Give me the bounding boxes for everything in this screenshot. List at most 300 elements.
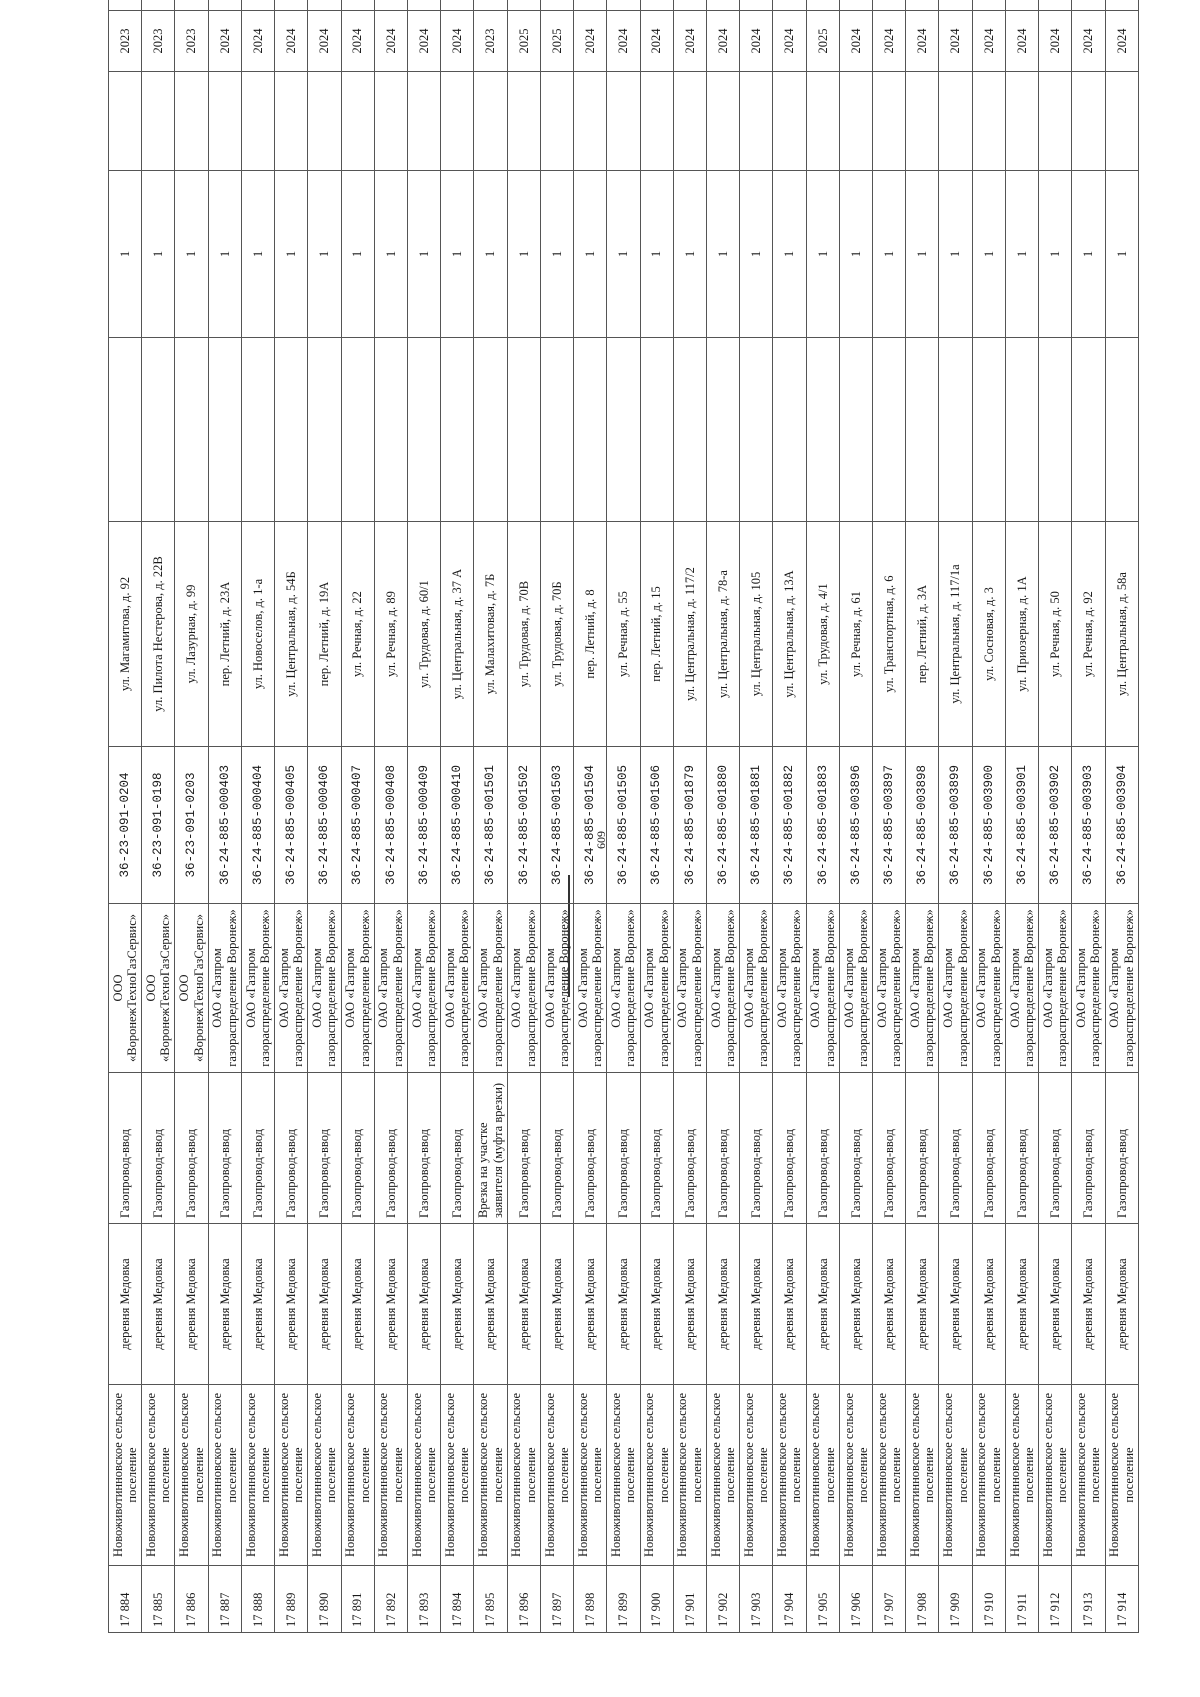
- owner-cell: ОАО «Газпром газораспределение Воронеж»: [740, 904, 773, 1073]
- locality-cell: деревня Медовка: [574, 1224, 607, 1385]
- quantity-cell: 1: [673, 171, 706, 338]
- address-cell: ул. Центральная, д. 117/2: [673, 522, 706, 747]
- object-type-cell: Газопровод-ввод: [806, 1073, 839, 1224]
- row-number: 17 896: [507, 1566, 540, 1633]
- year-cell: 2024: [1039, 11, 1072, 72]
- owner-cell: ОАО «Газпром газораспределение Воронеж»: [673, 904, 706, 1073]
- month-cell: [374, 0, 407, 11]
- object-type-cell: Газопровод-ввод: [308, 1073, 341, 1224]
- locality-cell: деревня Медовка: [341, 1224, 374, 1385]
- address-cell: ул. Сосновая, д. 3: [972, 522, 1005, 747]
- address-cell: ул. Пилота Нестерова, д. 22В: [142, 522, 175, 747]
- empty-cell: [706, 338, 739, 522]
- object-code-cell: 36-24-885-001503: [540, 747, 573, 904]
- owner-cell: ОАО «Газпром газораспределение Воронеж»: [873, 904, 906, 1073]
- row-number: 17 901: [673, 1566, 706, 1633]
- municipality-cell: Новоживотинновское сельское поселение: [640, 1385, 673, 1566]
- empty-cell: [640, 338, 673, 522]
- month-cell: [773, 0, 806, 11]
- year-cell: 2025: [507, 11, 540, 72]
- table-row: [939, 0, 972, 1633]
- address-cell: ул. Центральная, д. 105: [740, 522, 773, 747]
- object-type-cell: Газопровод-ввод: [640, 1073, 673, 1224]
- empty-cell-2: [441, 72, 474, 171]
- object-type-cell: Газопровод-ввод: [1072, 1073, 1105, 1224]
- month-cell: [607, 0, 640, 11]
- empty-cell: [142, 338, 175, 522]
- municipality-cell: Новоживотинновское сельское поселение: [175, 1385, 208, 1566]
- year-cell: 2024: [839, 11, 872, 72]
- row-number: 17 900: [640, 1566, 673, 1633]
- object-code-cell: 36-24-885-000404: [241, 747, 274, 904]
- table-row: [1072, 0, 1105, 1633]
- empty-cell: [175, 338, 208, 522]
- municipality-cell: Новоживотинновское сельское поселение: [574, 1385, 607, 1566]
- empty-cell-2: [1072, 72, 1105, 171]
- locality-cell: деревня Медовка: [839, 1224, 872, 1385]
- empty-cell-2: [607, 72, 640, 171]
- object-type-cell: Газопровод-ввод: [1105, 1073, 1138, 1224]
- empty-cell: [839, 338, 872, 522]
- month-cell: [972, 0, 1005, 11]
- empty-cell-2: [208, 72, 241, 171]
- object-type-cell: Газопровод-ввод: [175, 1073, 208, 1224]
- table-row: [773, 0, 806, 1633]
- quantity-cell: 1: [507, 171, 540, 338]
- quantity-cell: 1: [1039, 171, 1072, 338]
- object-type-cell: Газопровод-ввод: [540, 1073, 573, 1224]
- object-code-cell: 36-23-091-0198: [142, 747, 175, 904]
- empty-cell: [740, 338, 773, 522]
- locality-cell: деревня Медовка: [441, 1224, 474, 1385]
- object-type-cell: Газопровод-ввод: [740, 1073, 773, 1224]
- table-row: [507, 0, 540, 1633]
- locality-cell: деревня Медовка: [1039, 1224, 1072, 1385]
- year-cell: 2024: [640, 11, 673, 72]
- object-code-cell: 36-24-885-003899: [939, 747, 972, 904]
- table-row: [906, 0, 939, 1633]
- empty-cell-2: [773, 72, 806, 171]
- quantity-cell: 1: [906, 171, 939, 338]
- year-cell: 2024: [308, 11, 341, 72]
- rotated-sheet: [108, 28, 1139, 1633]
- owner-cell: ОАО «Газпром газораспределение Воронеж»: [972, 904, 1005, 1073]
- table-row: [1105, 0, 1138, 1633]
- address-cell: ул. Трудовая, д. 60/1: [407, 522, 440, 747]
- municipality-cell: Новоживотинновское сельское поселение: [341, 1385, 374, 1566]
- table-row: [175, 0, 208, 1633]
- year-cell: 2024: [574, 11, 607, 72]
- row-number: 17 910: [972, 1566, 1005, 1633]
- locality-cell: деревня Медовка: [175, 1224, 208, 1385]
- empty-cell: [241, 338, 274, 522]
- empty-cell-2: [109, 72, 142, 171]
- owner-cell: ОАО «Газпром газораспределение Воронеж»: [208, 904, 241, 1073]
- table-row: [806, 0, 839, 1633]
- row-number: 17 907: [873, 1566, 906, 1633]
- owner-cell: ОАО «Газпром газораспределение Воронеж»: [241, 904, 274, 1073]
- table-row: [1005, 0, 1038, 1633]
- quantity-cell: 1: [275, 171, 308, 338]
- object-code-cell: 36-24-885-001506: [640, 747, 673, 904]
- owner-cell: ОАО «Газпром газораспределение Воронеж»: [540, 904, 573, 1073]
- month-cell: [407, 0, 440, 11]
- address-cell: пер. Летний, д. 15: [640, 522, 673, 747]
- quantity-cell: 1: [109, 171, 142, 338]
- table-row: [839, 0, 872, 1633]
- address-cell: ул. Новоселов, д. 1-а: [241, 522, 274, 747]
- municipality-cell: Новоживотинновское сельское поселение: [142, 1385, 175, 1566]
- year-cell: 2024: [341, 11, 374, 72]
- quantity-cell: 1: [208, 171, 241, 338]
- object-code-cell: 36-24-885-003901: [1005, 747, 1038, 904]
- empty-cell-2: [574, 72, 607, 171]
- municipality-cell: Новоживотинновское сельское поселение: [839, 1385, 872, 1566]
- row-number: 17 908: [906, 1566, 939, 1633]
- address-cell: ул. Трудовая, д. 70В: [507, 522, 540, 747]
- register-table: [108, 0, 1139, 1633]
- year-cell: 2025: [806, 11, 839, 72]
- locality-cell: деревня Медовка: [873, 1224, 906, 1385]
- municipality-cell: Новоживотинновское сельское поселение: [540, 1385, 573, 1566]
- locality-cell: деревня Медовка: [275, 1224, 308, 1385]
- object-type-cell: Газопровод-ввод: [241, 1073, 274, 1224]
- owner-cell: ОАО «Газпром газораспределение Воронеж»: [706, 904, 739, 1073]
- year-cell: 2023: [109, 11, 142, 72]
- object-type-cell: Газопровод-ввод: [574, 1073, 607, 1224]
- object-type-cell: Газопровод-ввод: [873, 1073, 906, 1224]
- address-cell: ул. Центральная, д. 117/1а: [939, 522, 972, 747]
- object-code-cell: 36-24-885-003897: [873, 747, 906, 904]
- locality-cell: деревня Медовка: [706, 1224, 739, 1385]
- object-type-cell: Газопровод-ввод: [275, 1073, 308, 1224]
- row-number: 17 890: [308, 1566, 341, 1633]
- object-code-cell: 36-24-885-003902: [1039, 747, 1072, 904]
- object-type-cell: Газопровод-ввод: [906, 1073, 939, 1224]
- object-code-cell: 36-24-885-000406: [308, 747, 341, 904]
- table-row: [972, 0, 1005, 1633]
- owner-cell: ОАО «Газпром газораспределение Воронеж»: [939, 904, 972, 1073]
- municipality-cell: Новоживотинновское сельское поселение: [308, 1385, 341, 1566]
- owner-cell: ОАО «Газпром газораспределение Воронеж»: [474, 904, 507, 1073]
- month-cell: [1105, 0, 1138, 11]
- quantity-cell: 1: [607, 171, 640, 338]
- locality-cell: деревня Медовка: [374, 1224, 407, 1385]
- table-row: [142, 0, 175, 1633]
- quantity-cell: 1: [1105, 171, 1138, 338]
- table-row: [1039, 0, 1072, 1633]
- owner-cell: ОАО «Газпром газораспределение Воронеж»: [574, 904, 607, 1073]
- month-cell: [275, 0, 308, 11]
- empty-cell-2: [407, 72, 440, 171]
- month-cell: [241, 0, 274, 11]
- empty-cell: [673, 338, 706, 522]
- locality-cell: деревня Медовка: [308, 1224, 341, 1385]
- empty-cell: [341, 338, 374, 522]
- municipality-cell: Новоживотинновское сельское поселение: [241, 1385, 274, 1566]
- quantity-cell: 1: [407, 171, 440, 338]
- empty-cell: [1105, 338, 1138, 522]
- empty-cell: [308, 338, 341, 522]
- quantity-cell: 1: [640, 171, 673, 338]
- month-cell: [308, 0, 341, 11]
- empty-cell: [806, 338, 839, 522]
- locality-cell: деревня Медовка: [208, 1224, 241, 1385]
- table-row: [308, 0, 341, 1633]
- table-row: [441, 0, 474, 1633]
- municipality-cell: Новоживотинновское сельское поселение: [706, 1385, 739, 1566]
- quantity-cell: 1: [241, 171, 274, 338]
- quantity-cell: 1: [374, 171, 407, 338]
- table-row: [208, 0, 241, 1633]
- table-row: [673, 0, 706, 1633]
- row-number: 17 884: [109, 1566, 142, 1633]
- object-type-cell: Газопровод-ввод: [374, 1073, 407, 1224]
- row-number: 17 905: [806, 1566, 839, 1633]
- year-cell: 2024: [441, 11, 474, 72]
- locality-cell: деревня Медовка: [407, 1224, 440, 1385]
- address-cell: ул. Малахитовая, д. 7Б: [474, 522, 507, 747]
- address-cell: ул. Транспортная, д. 6: [873, 522, 906, 747]
- month-cell: [806, 0, 839, 11]
- row-number: 17 898: [574, 1566, 607, 1633]
- object-type-cell: Газопровод-ввод: [607, 1073, 640, 1224]
- row-number: 17 887: [208, 1566, 241, 1633]
- empty-cell-2: [275, 72, 308, 171]
- municipality-cell: Новоживотинновское сельское поселение: [441, 1385, 474, 1566]
- quantity-cell: 1: [1072, 171, 1105, 338]
- locality-cell: деревня Медовка: [773, 1224, 806, 1385]
- municipality-cell: Новоживотинновское сельское поселение: [275, 1385, 308, 1566]
- object-code-cell: 36-24-885-001882: [773, 747, 806, 904]
- empty-cell-2: [939, 72, 972, 171]
- empty-cell-2: [1005, 72, 1038, 171]
- object-type-cell: Газопровод-ввод: [441, 1073, 474, 1224]
- object-type-cell: Газопровод-ввод: [773, 1073, 806, 1224]
- table-row: [873, 0, 906, 1633]
- empty-cell: [474, 338, 507, 522]
- owner-cell: ОАО «Газпром газораспределение Воронеж»: [906, 904, 939, 1073]
- empty-cell: [873, 338, 906, 522]
- locality-cell: деревня Медовка: [1105, 1224, 1138, 1385]
- empty-cell-2: [540, 72, 573, 171]
- locality-cell: деревня Медовка: [607, 1224, 640, 1385]
- table-row: [474, 0, 507, 1633]
- year-cell: 2023: [175, 11, 208, 72]
- object-type-cell: Газопровод-ввод: [142, 1073, 175, 1224]
- address-cell: ул. Приозерная, д. 1А: [1005, 522, 1038, 747]
- row-number: 17 891: [341, 1566, 374, 1633]
- empty-cell-2: [706, 72, 739, 171]
- object-code-cell: 36-24-885-001881: [740, 747, 773, 904]
- empty-cell: [407, 338, 440, 522]
- object-code-cell: 36-24-885-001504: [574, 747, 607, 904]
- object-type-cell: Газопровод-ввод: [109, 1073, 142, 1224]
- municipality-cell: Новоживотинновское сельское поселение: [740, 1385, 773, 1566]
- row-number: 17 892: [374, 1566, 407, 1633]
- municipality-cell: Новоживотинновское сельское поселение: [806, 1385, 839, 1566]
- object-code-cell: 36-24-885-001501: [474, 747, 507, 904]
- quantity-cell: 1: [175, 171, 208, 338]
- row-number: 17 911: [1005, 1566, 1038, 1633]
- empty-cell: [574, 338, 607, 522]
- object-code-cell: 36-24-885-000407: [341, 747, 374, 904]
- year-cell: 2024: [906, 11, 939, 72]
- quantity-cell: 1: [540, 171, 573, 338]
- locality-cell: деревня Медовка: [673, 1224, 706, 1385]
- quantity-cell: 1: [806, 171, 839, 338]
- empty-cell: [1039, 338, 1072, 522]
- municipality-cell: Новоживотинновское сельское поселение: [873, 1385, 906, 1566]
- quantity-cell: 1: [142, 171, 175, 338]
- month-cell: [474, 0, 507, 11]
- object-code-cell: 36-24-885-000409: [407, 747, 440, 904]
- empty-cell-2: [906, 72, 939, 171]
- empty-cell: [607, 338, 640, 522]
- object-type-cell: Газопровод-ввод: [673, 1073, 706, 1224]
- empty-cell-2: [740, 72, 773, 171]
- object-code-cell: 36-24-885-001879: [673, 747, 706, 904]
- object-code-cell: 36-24-885-000408: [374, 747, 407, 904]
- empty-cell: [1072, 338, 1105, 522]
- locality-cell: деревня Медовка: [1072, 1224, 1105, 1385]
- page-number: 609: [594, 831, 608, 849]
- locality-cell: деревня Медовка: [640, 1224, 673, 1385]
- quantity-cell: 1: [706, 171, 739, 338]
- object-type-cell: Газопровод-ввод: [1039, 1073, 1072, 1224]
- owner-cell: ОАО «Газпром газораспределение Воронеж»: [839, 904, 872, 1073]
- table-row: [341, 0, 374, 1633]
- month-cell: [740, 0, 773, 11]
- row-number: 17 897: [540, 1566, 573, 1633]
- empty-cell-2: [673, 72, 706, 171]
- municipality-cell: Новоживотинновское сельское поселение: [374, 1385, 407, 1566]
- owner-cell: ООО «ВоронежТехноГазСервис»: [142, 904, 175, 1073]
- quantity-cell: 1: [873, 171, 906, 338]
- year-cell: 2024: [208, 11, 241, 72]
- row-number: 17 895: [474, 1566, 507, 1633]
- month-cell: [142, 0, 175, 11]
- owner-cell: ОАО «Газпром газораспределение Воронеж»: [1005, 904, 1038, 1073]
- year-cell: 2024: [1072, 11, 1105, 72]
- object-type-cell: Газопровод-ввод: [341, 1073, 374, 1224]
- row-number: 17 902: [706, 1566, 739, 1633]
- empty-cell: [773, 338, 806, 522]
- locality-cell: деревня Медовка: [540, 1224, 573, 1385]
- month-cell: [706, 0, 739, 11]
- address-cell: ул. Трудовая, д. 4/1: [806, 522, 839, 747]
- municipality-cell: Новоживотинновское сельское поселение: [773, 1385, 806, 1566]
- address-cell: ул. Центральная, д. 58а: [1105, 522, 1138, 747]
- object-type-cell: Газопровод-ввод: [939, 1073, 972, 1224]
- empty-cell-2: [374, 72, 407, 171]
- empty-cell-2: [507, 72, 540, 171]
- year-cell: 2024: [972, 11, 1005, 72]
- owner-cell: ОАО «Газпром газораспределение Воронеж»: [607, 904, 640, 1073]
- quantity-cell: 1: [574, 171, 607, 338]
- row-number: 17 893: [407, 1566, 440, 1633]
- object-code-cell: 36-24-885-001502: [507, 747, 540, 904]
- month-cell: [1039, 0, 1072, 11]
- municipality-cell: Новоживотинновское сельское поселение: [109, 1385, 142, 1566]
- table-row: [706, 0, 739, 1633]
- municipality-cell: Новоживотинновское сельское поселение: [906, 1385, 939, 1566]
- month-cell: [574, 0, 607, 11]
- table-row: [540, 0, 573, 1633]
- municipality-cell: Новоживотинновское сельское поселение: [939, 1385, 972, 1566]
- month-cell: [939, 0, 972, 11]
- owner-cell: ОАО «Газпром газораспределение Воронеж»: [407, 904, 440, 1073]
- object-type-cell: Газопровод-ввод: [1005, 1073, 1038, 1224]
- owner-cell: ОАО «Газпром газораспределение Воронеж»: [773, 904, 806, 1073]
- owner-cell: ОАО «Газпром газораспределение Воронеж»: [507, 904, 540, 1073]
- municipality-cell: Новоживотинновское сельское поселение: [474, 1385, 507, 1566]
- table-row: [607, 0, 640, 1633]
- table-row: [407, 0, 440, 1633]
- month-cell: [540, 0, 573, 11]
- month-cell: [1072, 0, 1105, 11]
- quantity-cell: 1: [441, 171, 474, 338]
- quantity-cell: 1: [939, 171, 972, 338]
- object-type-cell: Газопровод-ввод: [706, 1073, 739, 1224]
- object-code-cell: 36-23-091-0204: [109, 747, 142, 904]
- row-number: 17 903: [740, 1566, 773, 1633]
- empty-cell-2: [1039, 72, 1072, 171]
- year-cell: 2025: [540, 11, 573, 72]
- owner-cell: ОАО «Газпром газораспределение Воронеж»: [441, 904, 474, 1073]
- empty-cell: [109, 338, 142, 522]
- empty-cell: [374, 338, 407, 522]
- object-code-cell: 36-24-885-001505: [607, 747, 640, 904]
- locality-cell: деревня Медовка: [972, 1224, 1005, 1385]
- row-number: 17 889: [275, 1566, 308, 1633]
- municipality-cell: Новоживотинновское сельское поселение: [507, 1385, 540, 1566]
- row-number: 17 912: [1039, 1566, 1072, 1633]
- table-row: [109, 0, 142, 1633]
- address-cell: ул. Трудовая, д. 70Б: [540, 522, 573, 747]
- year-cell: 2024: [1105, 11, 1138, 72]
- empty-cell-2: [1105, 72, 1138, 171]
- owner-cell: ОАО «Газпром газораспределение Воронеж»: [640, 904, 673, 1073]
- object-code-cell: 36-24-885-001880: [706, 747, 739, 904]
- object-type-cell: Газопровод-ввод: [208, 1073, 241, 1224]
- month-cell: [341, 0, 374, 11]
- municipality-cell: Новоживотинновское сельское поселение: [208, 1385, 241, 1566]
- municipality-cell: Новоживотинновское сельское поселение: [673, 1385, 706, 1566]
- municipality-cell: Новоживотинновское сельское поселение: [607, 1385, 640, 1566]
- object-type-cell: Газопровод-ввод: [972, 1073, 1005, 1224]
- row-number: 17 904: [773, 1566, 806, 1633]
- object-code-cell: 36-24-885-000410: [441, 747, 474, 904]
- row-number: 17 885: [142, 1566, 175, 1633]
- empty-cell-2: [972, 72, 1005, 171]
- month-cell: [1005, 0, 1038, 11]
- owner-cell: ОАО «Газпром газораспределение Воронеж»: [1105, 904, 1138, 1073]
- table-row: [241, 0, 274, 1633]
- table-row: [374, 0, 407, 1633]
- address-cell: пер. Летний, д. 8: [574, 522, 607, 747]
- object-type-cell: Врезка на участке заявителя (муфта врезки): [474, 1073, 507, 1224]
- quantity-cell: 1: [308, 171, 341, 338]
- address-cell: пер. Летний, д. 19А: [308, 522, 341, 747]
- month-cell: [109, 0, 142, 11]
- empty-cell-2: [142, 72, 175, 171]
- address-cell: ул. Речная, д. 22: [341, 522, 374, 747]
- empty-cell: [507, 338, 540, 522]
- locality-cell: деревня Медовка: [109, 1224, 142, 1385]
- row-number: 17 888: [241, 1566, 274, 1633]
- object-type-cell: Газопровод-ввод: [839, 1073, 872, 1224]
